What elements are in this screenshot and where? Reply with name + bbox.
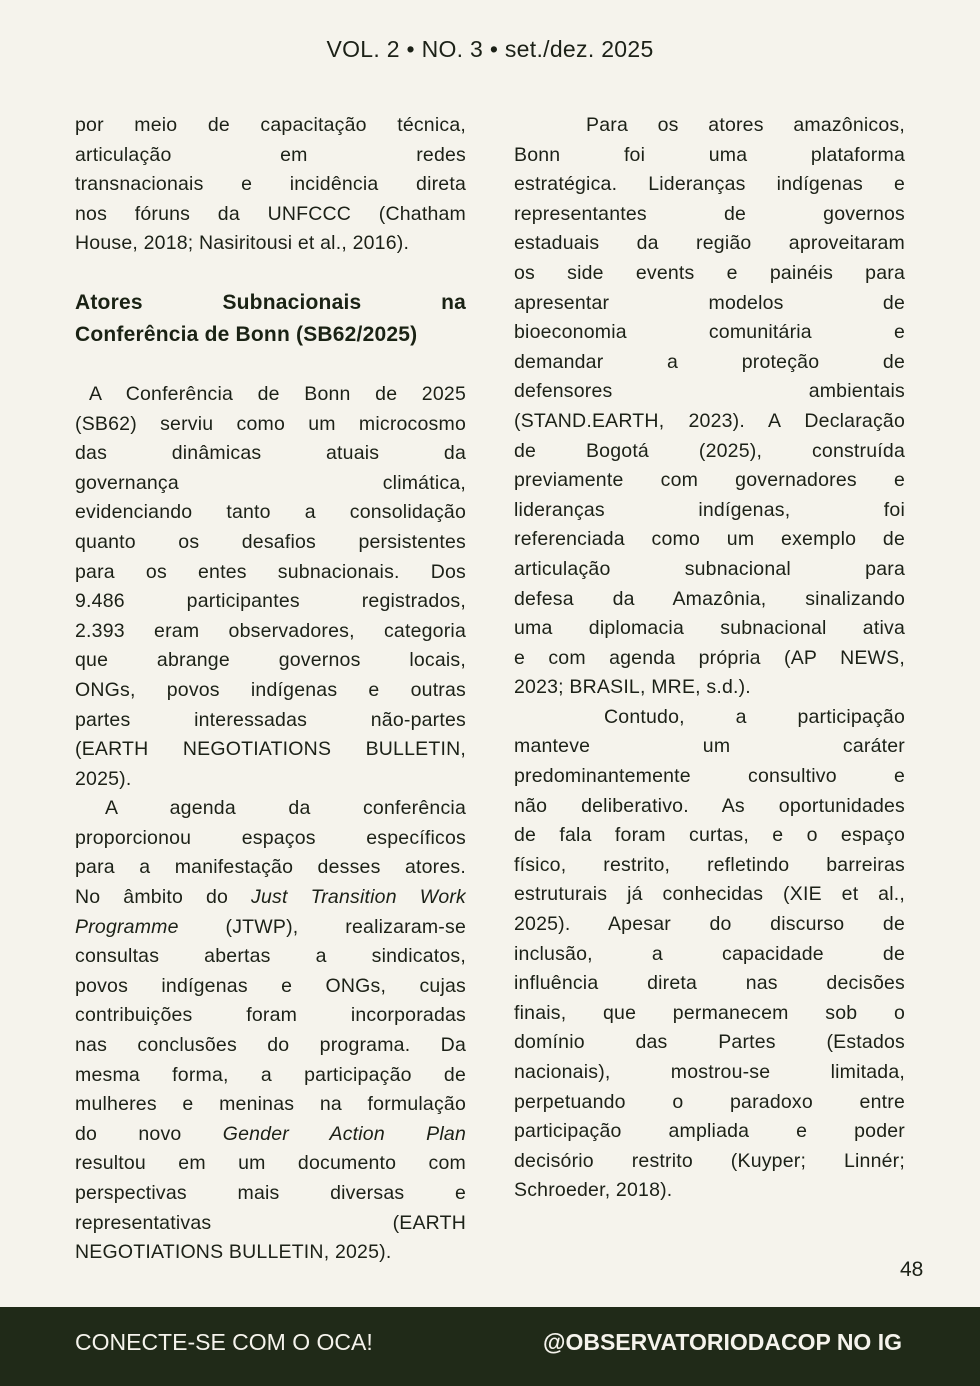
paragraph bbox=[75, 111, 466, 259]
italic-term: Programme bbox=[75, 915, 179, 938]
text-line: que abrange governos locais, bbox=[75, 649, 466, 672]
text-line bbox=[75, 883, 466, 913]
text-line: bioeconomia comunitária e bbox=[514, 321, 905, 344]
text-line: 2025). bbox=[75, 767, 132, 790]
footer-bar bbox=[0, 1307, 980, 1386]
text-line: de Bogotá (2025), construída bbox=[514, 439, 905, 462]
text-line: House, 2018; Nasiritousi et al., 2016). bbox=[75, 232, 410, 255]
text-line: Para os atores amazônicos, bbox=[586, 114, 905, 136]
journal-issue-header: VOL. 2 • NO. 3 • set./dez. 2025 bbox=[326, 36, 654, 62]
text-line: Conferência de Bonn (SB62/2025) bbox=[75, 322, 418, 346]
text-line: nos fóruns da UNFCCC (Chatham bbox=[75, 202, 466, 225]
italic-term: Just Transition Work bbox=[251, 886, 466, 909]
paragraph bbox=[75, 380, 466, 794]
text-line: físico, restrito, refletindo barreiras bbox=[514, 853, 905, 876]
text-line: defensores ambientais bbox=[514, 380, 905, 403]
text-line: quanto os desafios persistentes bbox=[75, 530, 466, 553]
text-line: ONGs, povos indígenas e outras bbox=[75, 678, 466, 701]
footer-instagram-handle: @OBSERVATORIODACOP NO IG bbox=[543, 1329, 902, 1355]
text-line: NEGOTIATIONS BULLETIN, 2025). bbox=[75, 1241, 392, 1264]
text-line: Contudo, a participação bbox=[604, 705, 905, 728]
text-line: mulheres e meninas na formulação bbox=[75, 1093, 466, 1116]
text-line: inclusão, a capacidade de bbox=[514, 942, 905, 965]
text-line: consultas abertas a sindicatos, bbox=[75, 945, 466, 968]
text-line: articulação em redes bbox=[75, 143, 466, 166]
paragraph bbox=[514, 111, 905, 703]
text-line: estaduais da região aproveitaram bbox=[514, 232, 905, 255]
text-line: domínio das Partes (Estados bbox=[514, 1031, 905, 1054]
text-line: não deliberativo. As oportunidades bbox=[514, 794, 905, 817]
text-line: de fala foram curtas, e o espaço bbox=[514, 824, 905, 847]
text-line: estratégica. Lideranças indígenas e bbox=[514, 173, 905, 196]
text-line: 2.393 eram observadores, categoria bbox=[75, 619, 466, 642]
text-line: transnacionais e incidência direta bbox=[75, 173, 466, 196]
text-line: 9.486 participantes registrados, bbox=[75, 590, 466, 613]
text-line: mesma forma, a participação de bbox=[75, 1063, 466, 1086]
text-line: defesa da Amazônia, sinalizando bbox=[514, 587, 905, 610]
text-line: para a manifestação desses atores. bbox=[75, 856, 466, 879]
text-line: perpetuando o paradoxo entre bbox=[514, 1090, 905, 1113]
text-line: influência direta nas decisões bbox=[514, 972, 905, 995]
text-line: evidenciando tanto a consolidação bbox=[75, 501, 466, 524]
text-line: apresentar modelos de bbox=[514, 291, 905, 314]
text-line: uma diplomacia subnacional ativa bbox=[514, 617, 905, 640]
text-line: A Conferência de Bonn de 2025 bbox=[89, 382, 466, 405]
text-line: Atores Subnacionais na bbox=[75, 290, 466, 314]
text-line: decisório restrito (Kuyper; Linnér; bbox=[514, 1149, 905, 1172]
text-line: governança climática, bbox=[75, 471, 466, 494]
text-line: resultou em um documento com bbox=[75, 1152, 466, 1175]
text-line: para os entes subnacionais. Dos bbox=[75, 560, 466, 583]
text-line: proporcionou espaços específicos bbox=[75, 826, 466, 849]
text-line: representantes de governos bbox=[514, 202, 905, 225]
italic-term: Gender Action Plan bbox=[222, 1122, 466, 1145]
text-line bbox=[75, 1120, 466, 1150]
text-line: nas conclusões do programa. Da bbox=[75, 1034, 466, 1057]
text-line: (SB62) serviu como um microcosmo bbox=[75, 412, 466, 435]
text-line: A agenda da conferência bbox=[105, 797, 466, 820]
paragraph bbox=[75, 794, 466, 1268]
text-line: contribuições foram incorporadas bbox=[75, 1004, 466, 1027]
text-line: (EARTH NEGOTIATIONS BULLETIN, bbox=[75, 738, 466, 761]
footer-connect-text: CONECTE-SE COM O OCA! bbox=[75, 1329, 373, 1355]
text-line: 2023; BRASIL, MRE, s.d.). bbox=[514, 676, 751, 699]
text-line: predominantemente consultivo e bbox=[514, 765, 905, 788]
text-line: partes interessadas não-partes bbox=[75, 708, 466, 731]
text-line: por meio de capacitação técnica, bbox=[75, 114, 466, 136]
text-line: articulação subnacional para bbox=[514, 557, 905, 580]
text-segment: (JTWP), realizaram-se bbox=[178, 915, 466, 938]
text-line: os side events e painéis para bbox=[514, 261, 905, 284]
text-line: e com agenda própria (AP NEWS, bbox=[514, 646, 905, 669]
text-line: perspectivas mais diversas e bbox=[75, 1182, 466, 1204]
section-heading bbox=[75, 287, 466, 351]
page-number: 48 bbox=[900, 1258, 924, 1281]
text-line: Schroeder, 2018). bbox=[514, 1179, 673, 1202]
text-line bbox=[75, 913, 466, 943]
text-line: representativas (EARTH bbox=[75, 1211, 466, 1234]
text-line: finais, que permanecem sob o bbox=[514, 1001, 905, 1024]
text-line: 2025). Apesar do discurso de bbox=[514, 913, 905, 936]
text-line: (STAND.EARTH, 2023). A Declaração bbox=[514, 409, 905, 432]
paragraph bbox=[514, 703, 905, 1206]
text-line: lideranças indígenas, foi bbox=[514, 498, 905, 521]
text-segment: No âmbito do bbox=[75, 886, 252, 909]
text-line: demandar a proteção de bbox=[514, 350, 905, 373]
text-line: referenciada como um exemplo de bbox=[514, 528, 905, 551]
text-segment: do novo bbox=[75, 1122, 223, 1145]
right-text-column bbox=[514, 111, 905, 1206]
text-line: participação ampliada e poder bbox=[514, 1120, 905, 1143]
text-line: das dinâmicas atuais da bbox=[75, 442, 466, 465]
text-line: manteve um caráter bbox=[514, 735, 905, 758]
left-text-column bbox=[75, 111, 466, 1268]
text-line: previamente com governadores e bbox=[514, 469, 905, 492]
text-line: estruturais já conhecidas (XIE et al., bbox=[514, 883, 905, 906]
text-line: Bonn foi uma plataforma bbox=[514, 143, 905, 166]
text-line: nacionais), mostrou-se limitada, bbox=[514, 1061, 905, 1083]
text-line: povos indígenas e ONGs, cujas bbox=[75, 974, 466, 997]
